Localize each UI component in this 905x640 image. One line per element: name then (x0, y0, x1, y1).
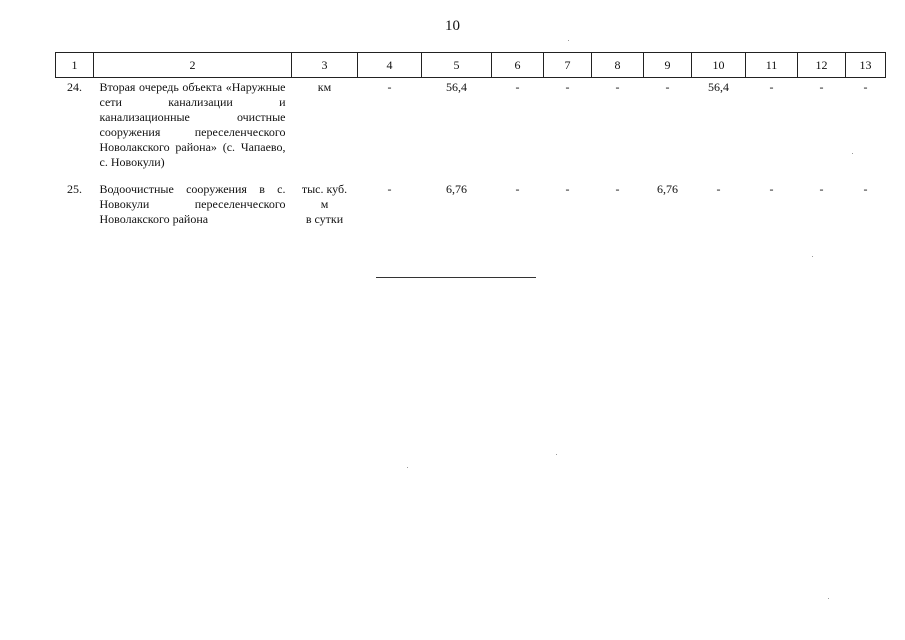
scan-speck (568, 40, 569, 41)
row-number: 25. (67, 182, 82, 196)
value-cell: - (387, 182, 392, 196)
value-cell: - (665, 80, 670, 94)
unit-cell: км (317, 80, 332, 94)
table-row (56, 78, 886, 181)
scan-speck (812, 256, 813, 257)
value-cell: - (515, 80, 520, 94)
value-cell: - (515, 182, 520, 196)
column-header: 13 (846, 53, 886, 78)
scan-speck (852, 153, 853, 154)
column-header: 12 (798, 53, 846, 78)
scan-speck (407, 467, 408, 468)
column-header: 3 (292, 53, 358, 78)
object-name: Вторая очередь объекта «Наружные сети канализации и канализационные очистные сооружения переселенческого Новолакского района» (с. Чапаево, с. Новокули) (99, 80, 286, 169)
value-cell: - (716, 182, 721, 196)
value-cell: 6,76 (446, 182, 467, 196)
value-cell: - (819, 182, 824, 196)
value-cell: - (769, 80, 774, 94)
value-cell: - (769, 182, 774, 196)
value-cell: 56,4 (446, 80, 467, 94)
value-cell: - (819, 80, 824, 94)
column-header: 4 (358, 53, 422, 78)
column-header: 5 (422, 53, 492, 78)
unit-line: в сутки (305, 212, 344, 226)
table-row (56, 180, 886, 242)
unit-line: м (320, 197, 329, 211)
column-header: 2 (94, 53, 292, 78)
value-cell: 6,76 (657, 182, 678, 196)
value-cell: - (615, 182, 620, 196)
scan-speck (828, 598, 829, 599)
column-header: 11 (746, 53, 798, 78)
column-header: 7 (544, 53, 592, 78)
column-header: 1 (56, 53, 94, 78)
unit-line: тыс. куб. (301, 182, 348, 196)
value-cell: - (565, 80, 570, 94)
value-cell: - (863, 182, 868, 196)
value-cell: - (565, 182, 570, 196)
data-table (55, 52, 886, 242)
page-number: 10 (445, 18, 460, 34)
unit-cell (292, 180, 358, 242)
column-header: 6 (492, 53, 544, 78)
column-header: 9 (644, 53, 692, 78)
scan-speck (556, 454, 557, 455)
value-cell: - (863, 80, 868, 94)
value-cell: - (387, 80, 392, 94)
column-header: 8 (592, 53, 644, 78)
value-cell: 56,4 (708, 80, 729, 94)
table-header-row (56, 53, 886, 78)
object-name: Водоочистные сооружения в с. Новокули переселенческого Новолакского района (99, 182, 286, 226)
value-cell: - (615, 80, 620, 94)
end-of-table-rule (376, 277, 536, 278)
column-header: 10 (692, 53, 746, 78)
row-number: 24. (67, 80, 82, 94)
